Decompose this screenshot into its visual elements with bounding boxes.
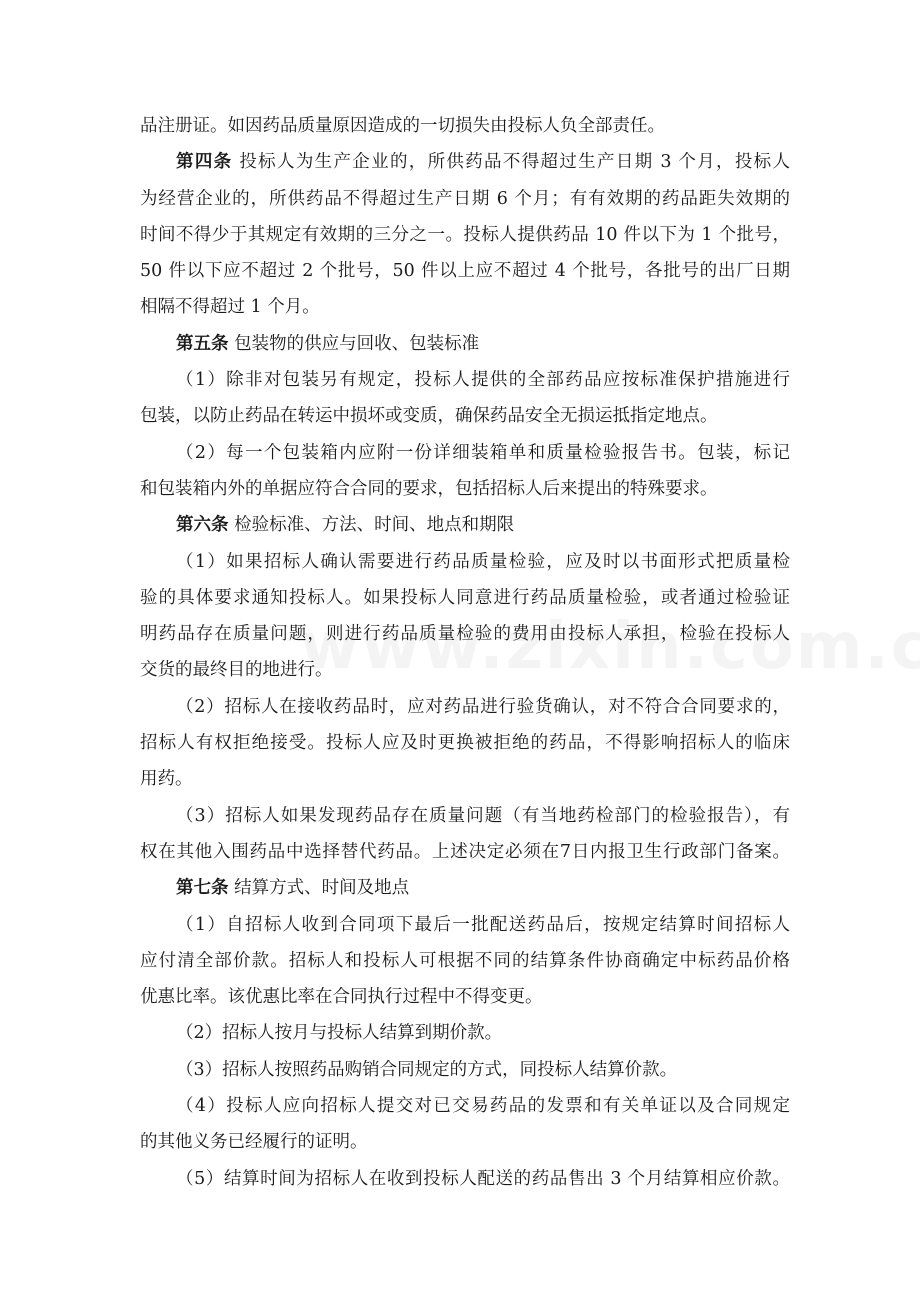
- paragraph-line: （2）每一个包装箱内应附一份详细装箱单和质量检验报告书。包装，标记: [176, 442, 790, 463]
- article-heading-line: [140, 326, 790, 362]
- article-heading: 第四条: [176, 152, 233, 173]
- paragraph-line: （1）自招标人收到合同项下最后一批配送药品后，按规定结算时间招标人: [176, 914, 790, 935]
- paragraph-line: （2）招标人按月与投标人结算到期价款。: [176, 1023, 503, 1044]
- paragraph-line: 应付清全部价款。招标人和投标人可根据不同的结算条件协商确定中标药品价格: [140, 950, 790, 971]
- paragraph-line: 明药品存在质量问题，则进行药品质量检验的费用由投标人承担，检验在投标人: [140, 624, 790, 645]
- article-heading: 第五条: [176, 333, 229, 354]
- document-body: [140, 108, 790, 1197]
- paragraph-line: 优惠比率。该优惠比率在合同执行过程中不得变更。: [140, 987, 543, 1008]
- paragraph-line: 招标人有权拒绝接受。投标人应及时更换被拒绝的药品，不得影响招标人的临床: [140, 733, 790, 754]
- article-5: [140, 326, 790, 507]
- article-heading: 第七条: [176, 878, 229, 899]
- paragraph-line: 的其他义务已经履行的证明。: [140, 1132, 368, 1153]
- paragraph-line: 验的具体要求通知投标人。如果投标人同意进行药品质量检验，或者通过检验证: [140, 587, 790, 608]
- article-6: [140, 507, 790, 870]
- article-7: [140, 870, 790, 1197]
- article-4: [140, 144, 790, 325]
- paragraph-line: 包装，以防止药品在转运中损坏或变质，确保药品安全无损运抵指定地点。: [140, 406, 718, 427]
- paragraph-line: 用药。: [140, 769, 193, 790]
- article-title: 检验标准、方法、时间、地点和期限: [234, 515, 515, 536]
- paragraph-line: 品注册证。如因药品质量原因造成的一切损失由投标人负全部责任。: [140, 116, 665, 136]
- article-heading: 第六条: [176, 515, 229, 536]
- paragraph-line: 权在其他入围药品中选择替代药品。上述决定必须在7日内报卫生行政部门备案。: [140, 841, 790, 862]
- paragraph-line: 为经营企业的，所供药品不得超过生产日期 6 个月；有有效期的药品距失效期的: [140, 188, 790, 209]
- paragraph-line: 交货的最终目的地进行。: [140, 660, 333, 681]
- paragraph-line: [140, 144, 790, 180]
- article-heading-line: [140, 870, 790, 906]
- paragraph-line: （3）招标人如果发现药品存在质量问题（有当地药检部门的检验报告），有: [176, 805, 790, 826]
- paragraph-line: （5）结算时间为招标人在收到投标人配送的药品售出 3 个月结算相应价款。: [176, 1168, 790, 1189]
- paragraph-line: 和包装箱内外的单据应符合合同的要求，包括招标人后来提出的特殊要求。: [140, 478, 718, 499]
- paragraph-line: （4）投标人应向招标人提交对已交易药品的发票和有关单证以及合同规定: [176, 1096, 790, 1117]
- paragraph-line: （1）除非对包装另有规定，投标人提供的全部药品应按标准保护措施进行: [176, 370, 790, 391]
- paragraph-line: 相隔不得超过 1 个月。: [140, 297, 320, 318]
- article-text: 投标人为生产企业的，所供药品不得超过生产日期 3 个月，投标人: [239, 152, 790, 173]
- paragraph-line: （2）招标人在接收药品时，应对药品进行验货确认，对不符合合同要求的，: [176, 696, 790, 717]
- article-title: 包装物的供应与回收、包装标准: [234, 333, 480, 354]
- paragraph-line: 时间不得少于其规定有效期的三分之一。投标人提供药品 10 件以下为 1 个批号，: [140, 224, 790, 245]
- paragraph-line: （1）如果招标人确认需要进行药品质量检验，应及时以书面形式把质量检: [176, 551, 790, 572]
- paragraph-line: （3）招标人按照药品购销合同规定的方式，同投标人结算价款。: [176, 1059, 678, 1080]
- article-title: 结算方式、时间及地点: [234, 878, 410, 899]
- paragraph-line: 50 件以下应不超过 2 个批号，50 件以上应不超过 4 个批号，各批号的出厂日期: [140, 261, 790, 282]
- article-heading-line: [140, 507, 790, 543]
